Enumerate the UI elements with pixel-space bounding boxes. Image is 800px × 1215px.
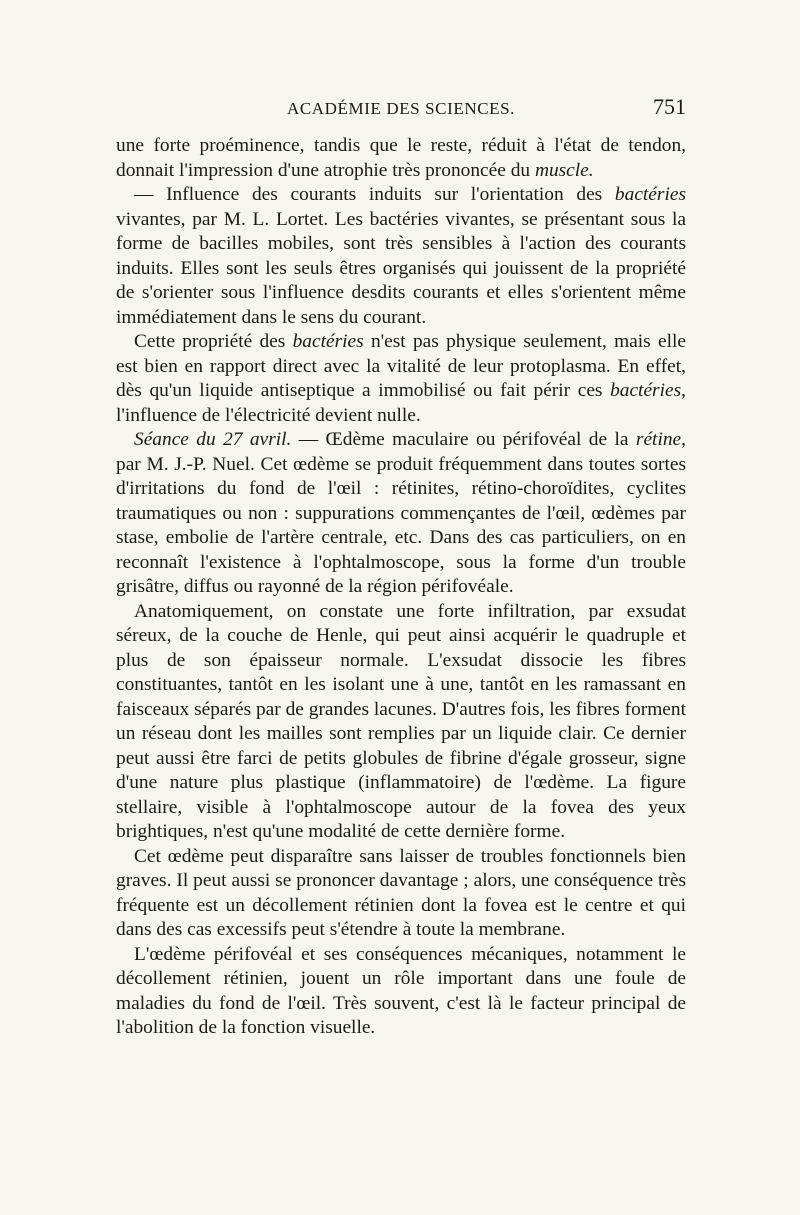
paragraph-seance-oedeme: Séance du 27 avril. — Œdème maculaire ou périfovéal de la rétine, par M. J.-P. Nuel. Cet œdème se produit fréquemment dans toutes sortes d'irritations du fond de l'œil : rétinites, rétino-choroïdites, cyclites traumatiques ou non : suppurations commençantes de l'œil, œdèmes par stase, embolie de l'artère centrale, etc. Dans des cas particuliers, on en reconnaît l'existence à l'ophtalmoscope, sous la forme d'un trouble grisâtre, diffus ou rayonné de la région périfovéale. [116,429,686,597]
paragraph-muscle-end: une forte proéminence, tandis que le reste, réduit à l'état de tendon, donnait l'impression d'une atrophie très prononcée du muscle. [116,135,686,181]
paragraph-bacteria-vitality: Cette propriété des bactéries n'est pas physique seulement, mais elle est bien en rapport direct avec la vitalité de leur protoplasma. En effet, dès qu'un liquide antiseptique a immobilisé ou fait périr ces bactéries, l'influence de l'électricité devient nulle. [116,331,686,426]
running-head [116,94,686,124]
paragraph-bacteria-currents: — Influence des courants induits sur l'orientation des bactéries vivantes, par M. L. Lortet. Les bactéries vivantes, se présentant sous la forme de bacilles mobiles, sont très sensibles à l'action des courants induits. Elles sont les seuls êtres organisés qui jouissent de la propriété de s'orienter sous l'influence desdits courants et elles s'orientent même immédiatement dans le sens du courant. [116,184,686,328]
body-text [116,134,686,1041]
paragraph-consequences: L'œdème périfovéal et ses conséquences mécaniques, notamment le décollement rétinien, jouent un rôle important dans une foule de maladies du fond de l'œil. Très souvent, c'est là le facteur principal de l'abolition de la fonction visuelle. [116,943,686,1038]
paragraph-disappearance: Cet œdème peut disparaître sans laisser de troubles fonctionnels bien graves. Il peut aussi se prononcer davantage ; alors, une conséquence très fréquente est un décollement rétinien dont la fovea est le centre et qui dans des cas excessifs peut s'étendre à toute la membrane. [116,845,686,940]
paragraph-anatomy: Anatomiquement, on constate une forte infiltration, par exsudat séreux, de la couche de Henle, qui peut ainsi acquérir le quadruple et plus de son épaisseur normale. L'exsudat dissocie les fibres constituantes, tantôt en les isolant une à une, tantôt en les ramassant en faisceaux séparés par de grandes lacunes. D'autres fois, les fibres forment un réseau dont les mailles sont remplies par un liquide clair. Ce dernier peut aussi être farci de petits globules de fibrine d'égale grosseur, signe d'une nature plus plastique (inflammatoire) de l'œdème. La figure stellaire, visible à l'ophtalmoscope autour de la fovea des yeux brightiques, n'est qu'une modalité de cette dernière forme. [116,600,686,842]
running-title: ACADÉMIE DES SCIENCES. [286,99,516,118]
page-number: 751 [653,94,686,119]
